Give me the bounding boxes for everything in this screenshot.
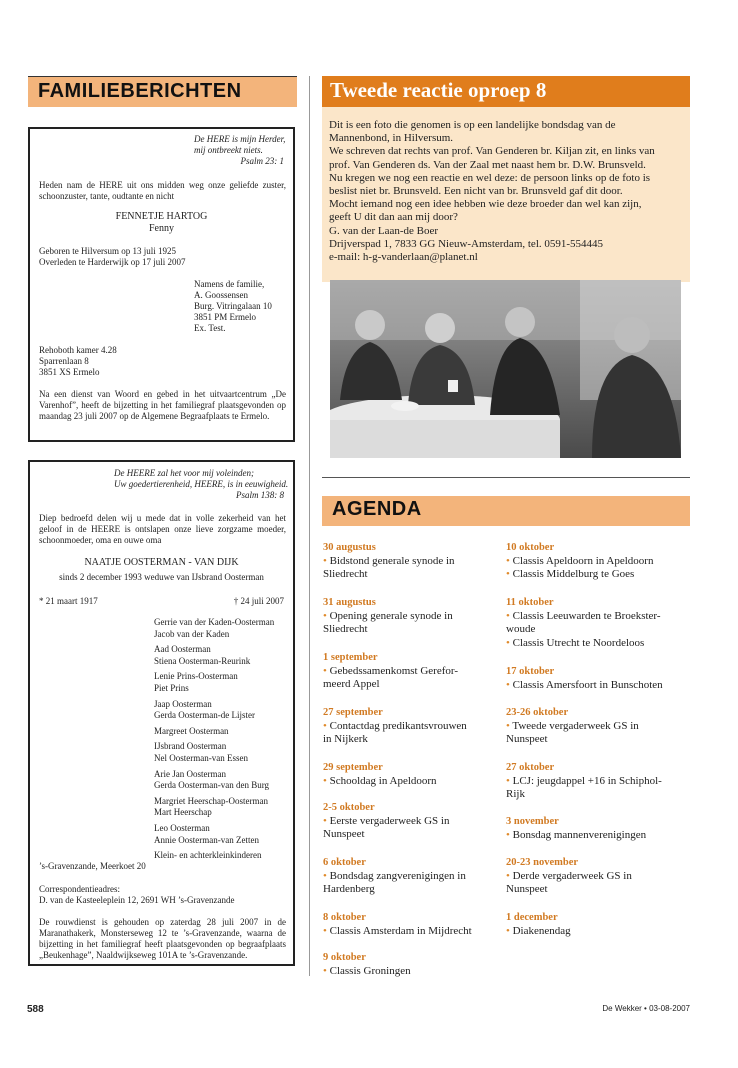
item-line: Eerste vergaderweek GS in: [329, 814, 450, 827]
bullet-icon: •: [506, 719, 513, 732]
item-line: Nunspeet: [506, 733, 548, 745]
text-line: beslist niet br. Brunsveld. Een nicht van br. Brunsveld gaf dit door.: [329, 185, 623, 198]
relative-name: Jacob van der Kaden: [154, 628, 230, 639]
photo-illustration: [330, 280, 681, 458]
notice1-service: Na een dienst van Woord en gebed in het uitvaartcentrum „De Varenhof”, heeft de bijzetting in het familiegraf plaatsgevonden op maandag 23 juli 2007 op de Algemene Begraafplaats te Ermelo.: [39, 389, 286, 421]
item-line: woude: [506, 623, 536, 635]
agenda-entry: [506, 761, 686, 802]
bullet-icon: •: [506, 828, 513, 841]
bullet-icon: •: [506, 636, 513, 649]
agenda-date: 9 oktober: [323, 952, 366, 963]
notice2-since: sinds 2 december 1993 weduwe van IJsbrand Oosterman: [59, 572, 264, 582]
agenda-entry: [506, 596, 686, 650]
notice1-family: [194, 279, 272, 334]
agenda-item: [506, 720, 686, 747]
relative-group: [154, 823, 274, 846]
notice1-name: FENNETJE HARTOG: [115, 211, 208, 222]
corr-address: D. van de Kasteeleplein 12, 2691 WH ’s-Gravenzande: [39, 895, 235, 905]
relative-name: Jaap Oosterman: [154, 698, 212, 709]
item-line: LCJ: jeugdappel +16 in Schiphol-: [512, 774, 662, 787]
agenda-header: [322, 496, 690, 526]
agenda-entry: [323, 541, 503, 582]
item-line: Nunspeet: [506, 883, 548, 895]
item-line: Classis Apeldoorn in Apeldoorn: [512, 554, 654, 567]
relative-name: Arie Jan Oosterman: [154, 768, 226, 779]
relative-group: [154, 671, 274, 694]
bullet-icon: •: [323, 664, 330, 677]
address-line: Rehoboth kamer 4.28: [39, 345, 117, 355]
relative-name: Annie Oosterman-van Zetten: [154, 834, 259, 845]
text-line: G. van der Laan-de Boer: [329, 224, 439, 237]
agenda-entry: [323, 856, 503, 897]
agenda-entry: [506, 815, 686, 842]
relative-group: [154, 769, 274, 792]
agenda-item: [323, 610, 503, 637]
notice2-born: * 21 maart 1917: [39, 596, 98, 606]
notice2-service: De rouwdienst is gehouden op zaterdag 28 juli 2007 in de Maranathakerk, Monsterseweg 12 te ’s-Gravenzande, waarna de bijzetting in het familiegraf heeft plaatsgevonden op begraafplaats „Beukenhage”, Naaldwijkseweg 101A te ’s-Gravenzande.: [39, 917, 286, 960]
motto-line: De HERE is mijn Herder,: [194, 134, 286, 144]
item-line: meerd Appel: [323, 678, 380, 690]
agenda-entry: [323, 706, 503, 747]
agenda-item: [323, 925, 503, 939]
text-line: We schreven dat rechts van prof. Van Genderen br. Kiljan zit, en links van: [329, 145, 655, 158]
text-line: Drijverspad 1, 7833 GG Nieuw-Amsterdam, tel. 0591-554445: [329, 237, 604, 250]
notice1-address: [39, 345, 117, 378]
relative-name: Mart Heerschap: [154, 807, 212, 818]
agenda-entry: [323, 596, 503, 637]
notice2-relatives: [154, 617, 274, 862]
bullet-icon: •: [323, 924, 330, 937]
agenda-entry: [506, 706, 686, 747]
agenda-item: [506, 775, 686, 802]
died-line: Overleden te Harderwijk op 17 juli 2007: [39, 257, 186, 267]
address-line: Sparrenlaan 8: [39, 356, 89, 366]
bullet-icon: •: [506, 869, 513, 882]
item-line: Bidstond generale synode in: [329, 554, 455, 567]
bullet-icon: •: [323, 869, 330, 882]
agenda-date: 30 augustus: [323, 542, 376, 553]
agenda-date: 31 augustus: [323, 597, 376, 608]
bullet-icon: •: [323, 964, 330, 977]
tweede-reactie-header: [322, 76, 690, 107]
item-line: Sliedrecht: [323, 568, 368, 580]
bullet-icon: •: [506, 924, 513, 937]
agenda-item: [323, 815, 503, 842]
text-line: prof. Van Genderen ds. Van der Zaal met naast hem br. D.W. Brunsveld.: [329, 158, 646, 171]
agenda-date: 6 oktober: [323, 857, 366, 868]
item-line: Rijk: [506, 788, 525, 800]
page-number: 588: [27, 1004, 44, 1015]
agenda-title: AGENDA: [332, 498, 422, 520]
notice2-place: ’s-Gravenzande, Meerkoet 20: [39, 861, 146, 871]
relative-name: Margriet Heerschap-Oosterman: [154, 795, 269, 806]
agenda-date: 3 november: [506, 816, 559, 827]
motto-line: Uw goedertierenheid, HEERE, is in eeuwigheid.: [114, 479, 289, 489]
relative-group: [154, 850, 274, 862]
relative-group: [154, 741, 274, 764]
agenda-entry: [506, 665, 686, 692]
relative-name: IJsbrand Oosterman: [154, 741, 227, 752]
bullet-icon: •: [323, 774, 330, 787]
notice2-motto: [114, 468, 288, 490]
bullet-icon: •: [323, 814, 330, 827]
familieberichten-title: FAMILIEBERICHTEN: [38, 80, 242, 102]
item-line: Nunspeet: [323, 828, 365, 840]
agenda-item: [506, 829, 686, 843]
notice1-motto-ref: Psalm 23: 1: [240, 156, 284, 166]
agenda-item: [323, 870, 503, 897]
item-line: Classis Leeuwarden te Broekster-: [512, 609, 661, 622]
bullet-icon: •: [506, 609, 513, 622]
agenda-date: 8 oktober: [323, 912, 366, 923]
relative-group: [154, 699, 274, 722]
item-line: Opening generale synode in: [329, 609, 453, 622]
bullet-icon: •: [506, 678, 513, 691]
agenda-entry: [323, 651, 503, 692]
address-line: 3851 XS Ermelo: [39, 367, 100, 377]
column-divider: [309, 76, 310, 976]
agenda-item: [506, 555, 686, 569]
notice1-dates: [39, 246, 185, 268]
corr-label: Correspondentieadres:: [39, 884, 120, 894]
agenda-date: 29 september: [323, 762, 383, 773]
agenda-item: [506, 637, 686, 651]
item-line: Tweede vergaderweek GS in: [512, 719, 639, 732]
relative-name: Aad Oosterman: [154, 644, 211, 655]
bullet-icon: •: [506, 554, 513, 567]
agenda-item: [506, 679, 686, 693]
item-line: Bondsdag zangverenigingen in: [329, 869, 466, 882]
family-line: 3851 PM Ermelo: [194, 312, 256, 322]
relative-group: [154, 726, 274, 738]
agenda-item: [506, 925, 686, 939]
agenda-entry: [506, 541, 686, 582]
agenda-entry: [323, 951, 503, 978]
agenda-date: 10 oktober: [506, 542, 555, 553]
bullet-icon: •: [323, 554, 330, 567]
relative-group: [154, 796, 274, 819]
agenda-entry: [323, 761, 503, 788]
notice2-motto-ref: Psalm 138: 8: [236, 490, 284, 500]
notice1-intro: Heden nam de HERE uit ons midden weg onze geliefde zuster, schoonzuster, tante, oudtante en nicht: [39, 180, 286, 201]
bullet-icon: •: [323, 719, 330, 732]
agenda-date: 1 september: [323, 652, 378, 663]
tweede-reactie-text: [329, 119, 687, 264]
relative-group: [154, 644, 274, 667]
relative-name: Lenie Prins-Oosterman: [154, 671, 238, 682]
text-line: Dit is een foto die genomen is op een landelijke bondsdag van de: [329, 119, 616, 131]
relative-name: Gerda Oosterman-van den Burg: [154, 780, 270, 791]
born-line: Geboren te Hilversum op 13 juli 1925: [39, 246, 176, 256]
item-line: Gebedssamenkomst Gerefor-: [329, 664, 458, 677]
item-line: Contactdag predikantsvrouwen: [329, 719, 467, 732]
relative-name: Gerda Oosterman-de Lijster: [154, 710, 255, 721]
item-line: Derde vergaderweek GS in: [512, 869, 632, 882]
agenda-date: 27 september: [323, 707, 383, 718]
agenda-date: 20-23 november: [506, 857, 579, 868]
text-line: geeft U dit dan aan mij door?: [329, 211, 458, 224]
agenda-date: 2-5 oktober: [323, 802, 375, 813]
text-line: Mocht iemand nog een idee hebben wie deze broeder dan wel kan zijn,: [329, 198, 642, 211]
relative-name: Margreet Oosterman: [154, 725, 229, 736]
relative-name: Nel Oosterman-van Essen: [154, 752, 248, 763]
agenda-entry: [506, 911, 686, 938]
tweede-reactie-title: Tweede reactie oproep 8: [330, 78, 547, 102]
notice2-correspondence: [39, 884, 235, 906]
relative-name: Klein- en achterkleinkinderen: [154, 850, 262, 861]
death-notice-hartog: [28, 127, 295, 442]
bullet-icon: •: [506, 774, 513, 787]
agenda-item: [323, 965, 503, 979]
relative-name: Piet Prins: [154, 682, 189, 693]
agenda-date: 27 oktober: [506, 762, 555, 773]
item-line: Diakenendag: [512, 924, 571, 937]
agenda-entry: [323, 801, 503, 842]
section-divider: [322, 477, 690, 478]
text-line: Nu kregen we nog een reactie en wel deze: de persoon links op de foto is: [329, 171, 651, 184]
agenda-item: [323, 775, 503, 789]
relative-name: Gerrie van der Kaden-Oosterman: [154, 617, 275, 627]
family-line: Ex. Test.: [194, 323, 226, 333]
relative-group: [154, 617, 274, 640]
agenda-item: [506, 610, 686, 637]
item-line: Bonsdag mannenverenigingen: [512, 828, 647, 841]
item-line: Schooldag in Apeldoorn: [329, 774, 437, 787]
text-line: e-mail: h-g-vanderlaan@planet.nl: [329, 251, 478, 264]
bullet-icon: •: [323, 609, 330, 622]
familieberichten-header: [28, 77, 297, 107]
agenda-item: [506, 568, 686, 582]
agenda-item: [506, 870, 686, 897]
bullet-icon: •: [506, 568, 513, 580]
notice1-nickname: Fenny: [149, 223, 174, 234]
item-line: Hardenberg: [323, 883, 375, 895]
agenda-item: [323, 555, 503, 582]
family-line: Namens de familie,: [194, 279, 265, 289]
agenda-date: 23-26 oktober: [506, 707, 569, 718]
item-line: in Nijkerk: [323, 733, 368, 745]
agenda-date: 1 december: [506, 912, 558, 923]
notice2-name: NAATJE OOSTERMAN - VAN DIJK: [84, 557, 239, 568]
item-line: Classis Groningen: [329, 964, 411, 977]
agenda-entry: [323, 911, 503, 938]
relative-name: Leo Oosterman: [154, 822, 210, 833]
agenda-item: [323, 665, 503, 692]
death-notice-oosterman: [28, 460, 295, 966]
motto-line: mij ontbreekt niets.: [194, 145, 263, 155]
agenda-entry: [506, 856, 686, 897]
relative-name: Stiena Oosterman-Reurink: [154, 655, 251, 666]
publication-info: De Wekker • 03-08-2007: [602, 1004, 690, 1013]
agenda-item: [323, 720, 503, 747]
item-line: Classis Amsterdam in Mijdrecht: [329, 924, 472, 937]
item-line: Classis Middelburg te Goes: [512, 568, 635, 580]
historical-group-photo: [330, 280, 681, 458]
agenda-date: 11 oktober: [506, 597, 554, 608]
item-line: Sliedrecht: [323, 623, 368, 635]
motto-line: De HEERE zal het voor mij voleinden;: [114, 468, 254, 478]
notice2-died: † 24 juli 2007: [233, 596, 284, 606]
family-line: Burg. Vitringalaan 10: [194, 301, 272, 311]
family-line: A. Goossensen: [194, 290, 248, 300]
text-line: Mannenbond, in Hilversum.: [329, 132, 454, 145]
notice2-intro: Diep bedroefd delen wij u mede dat in volle zekerheid van het geloof in de HEERE is ontslapen onze lieve zorgzame moeder, schoonmoeder, oma en ouwe oma: [39, 513, 286, 545]
agenda-date: 17 oktober: [506, 666, 555, 677]
notice1-motto: [194, 134, 285, 156]
item-line: Classis Utrecht te Noordeloos: [512, 636, 645, 649]
item-line: Classis Amersfoort in Bunschoten: [512, 678, 663, 691]
